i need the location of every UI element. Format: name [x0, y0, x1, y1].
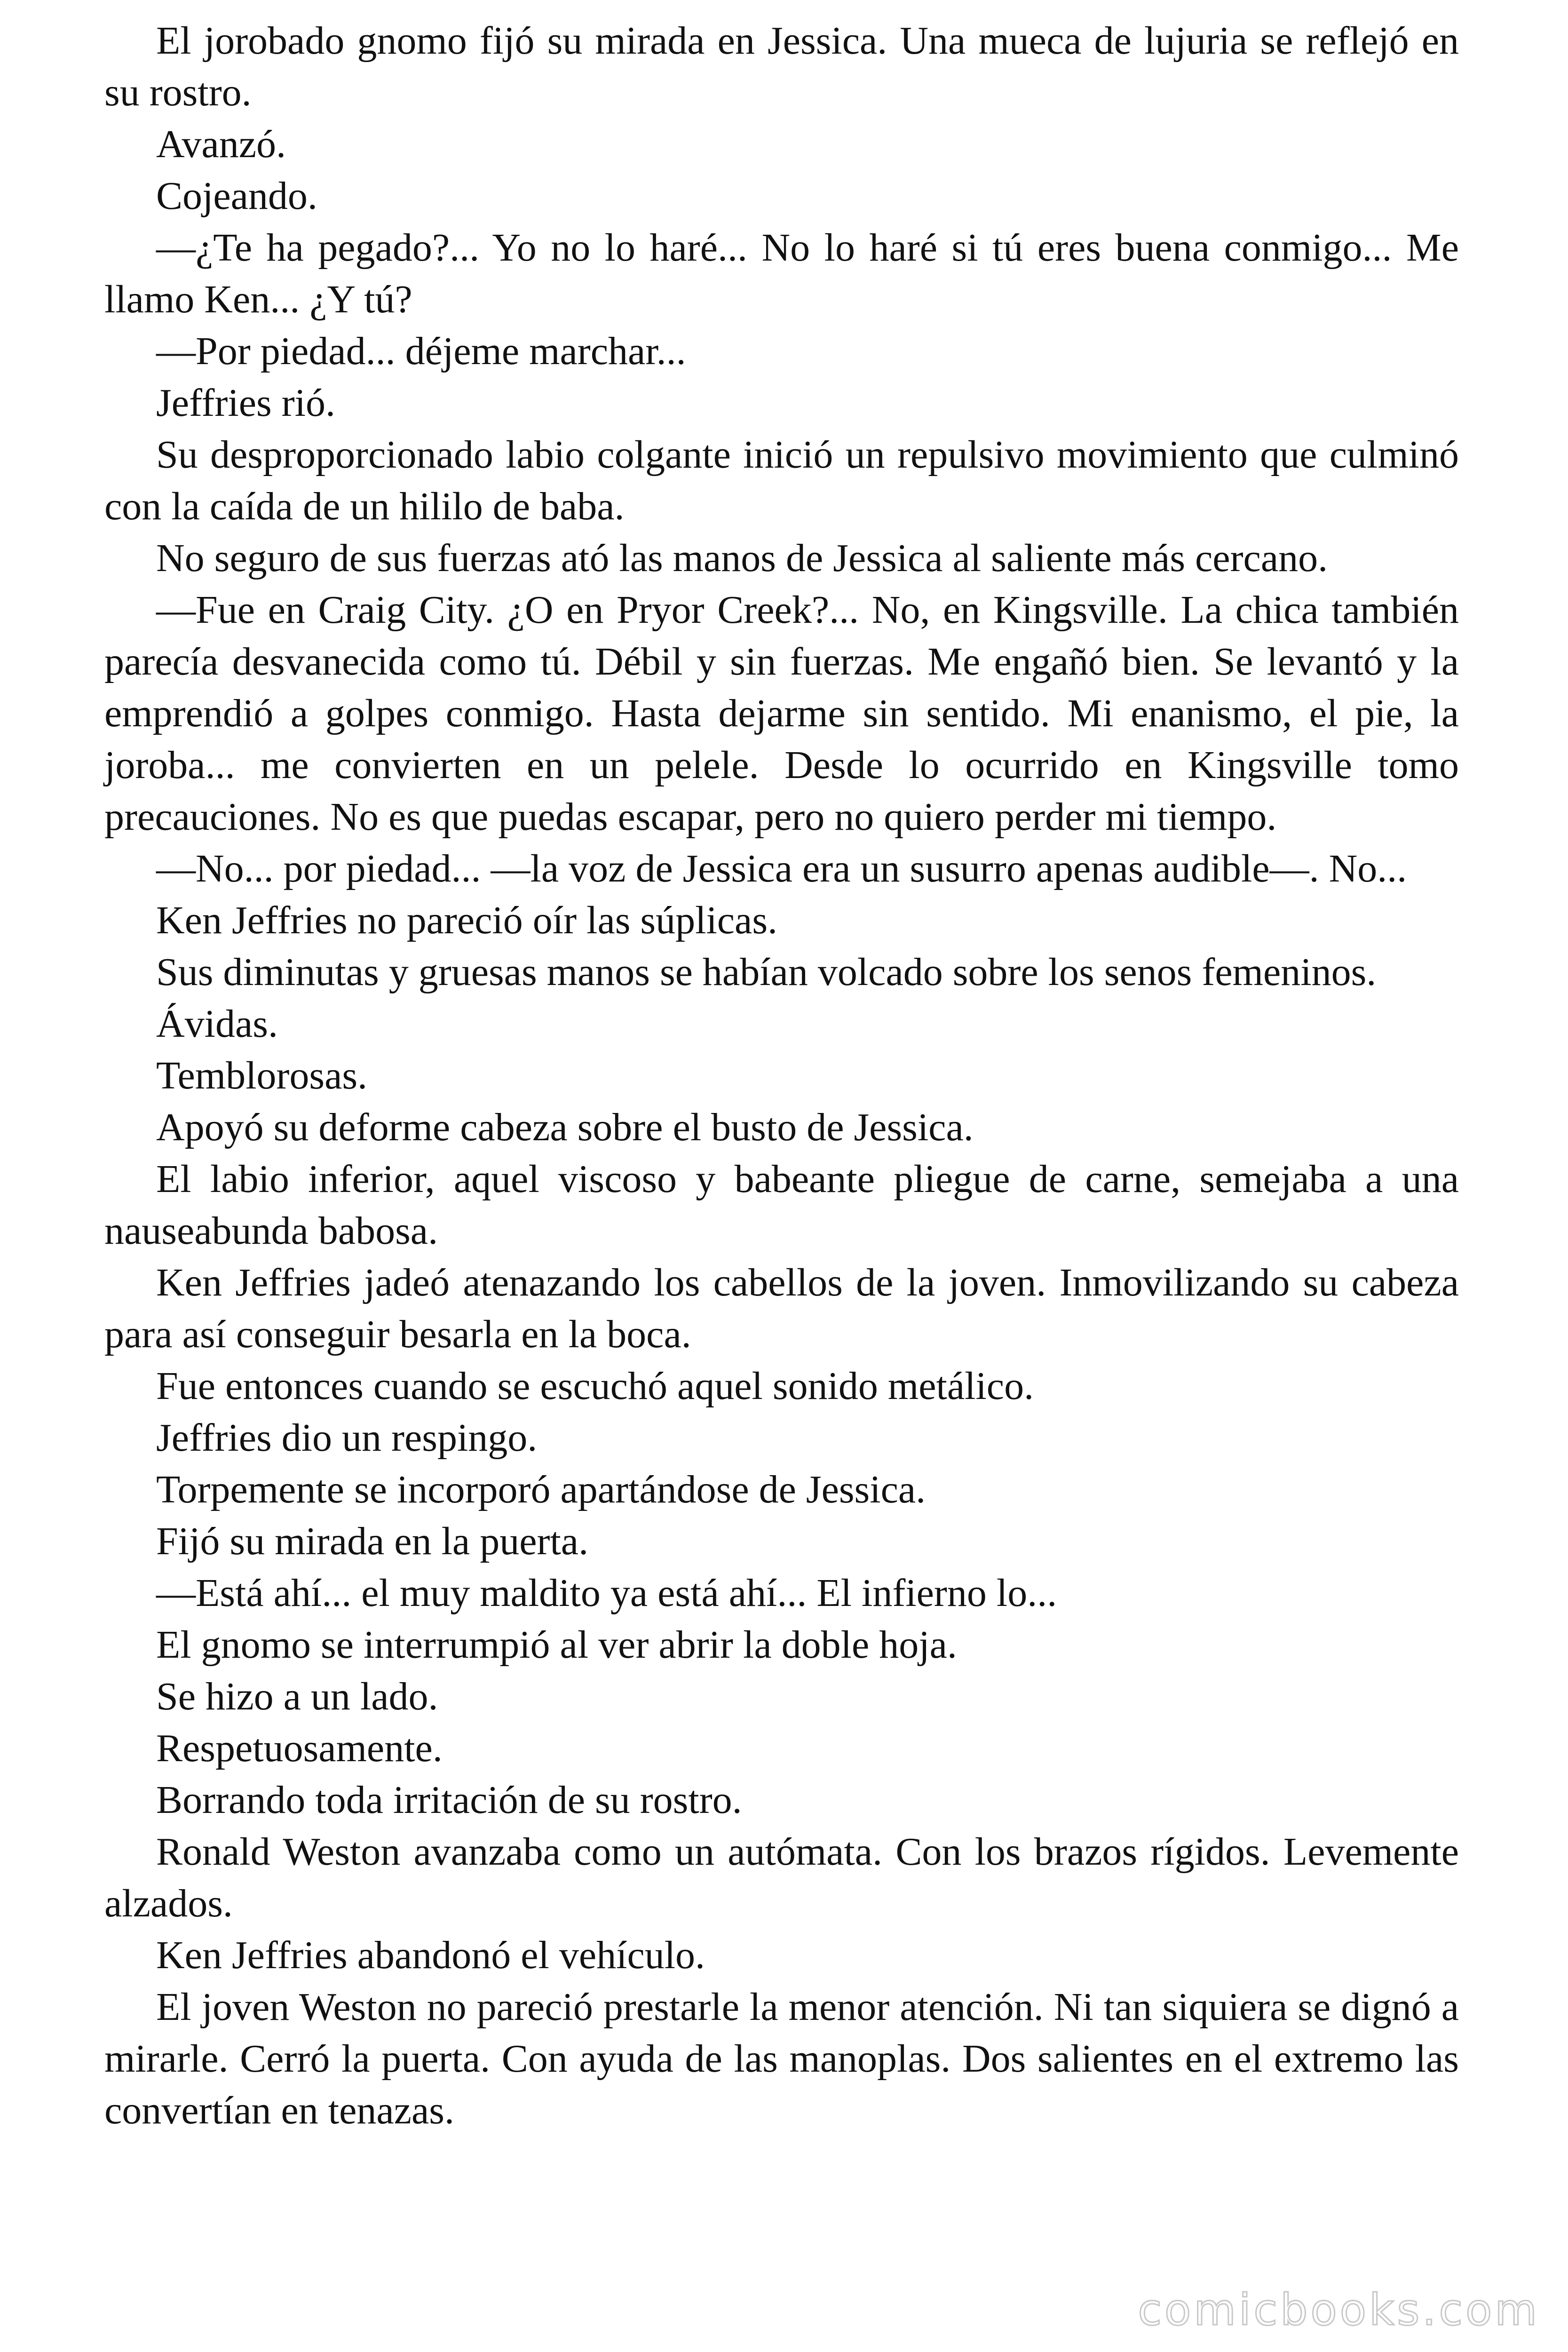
paragraph: Temblorosas. — [156, 1054, 368, 1097]
watermark-logo: comicbooks.com — [1138, 2285, 1540, 2335]
paragraph: Ávidas. — [156, 1002, 278, 1046]
paragraph: —Está ahí... el muy maldito ya está ahí... El infierno lo... — [156, 1571, 1057, 1615]
paragraph: Fue entonces cuando se escuchó aquel sonido metálico. — [156, 1364, 1034, 1408]
paragraph: El jorobado gnomo fijó su mirada en Jessica. Una mueca de lujuria se reflejó en su rostro. — [104, 19, 1459, 114]
paragraph: Ken Jeffries jadeó atenazando los cabellos de la joven. Inmovilizando su cabeza para así conseguir besarla en la boca. — [104, 1261, 1459, 1356]
paragraph: El joven Weston no pareció prestarle la menor atención. Ni tan siquiera se dignó a mirarle. Cerró la puerta. Con ayuda de las manoplas. Dos salientes en el extremo las convertían en tenazas. — [104, 1985, 1459, 2132]
paragraph: El labio inferior, aquel viscoso y babeante pliegue de carne, semejaba a una nauseabunda babosa. — [104, 1157, 1459, 1253]
paragraph: Borrando toda irritación de su rostro. — [156, 1778, 742, 1822]
paragraph: Cojeando. — [156, 174, 317, 218]
paragraph: Torpemente se incorporó apartándose de Jessica. — [156, 1468, 926, 1511]
body-text — [104, 15, 1459, 2137]
paragraph: El gnomo se interrumpió al ver abrir la doble hoja. — [156, 1623, 957, 1667]
paragraph: Avanzó. — [156, 122, 286, 166]
paragraph: Ken Jeffries abandonó el vehículo. — [156, 1933, 705, 1977]
paragraph: Apoyó su deforme cabeza sobre el busto de Jessica. — [156, 1105, 974, 1149]
paragraph: —Fue en Craig City. ¿O en Pryor Creek?... No, en Kingsville. La chica también parecía desvanecida como tú. Débil y sin fuerzas. Me engañó bien. Se levantó y la emprendió a golpes conmigo. Hasta dejarme sin sentido. Mi enanismo, el pie, la joroba... me convierten en un pelele. Desde lo ocurrido en Kingsville tomo precauciones. No es que puedas escapar, pero no quiero perder mi tiempo. — [104, 588, 1459, 839]
paragraph: —Por piedad... déjeme marchar... — [156, 329, 686, 373]
paragraph: Jeffries rió. — [156, 381, 335, 425]
paragraph: Su desproporcionado labio colgante inició un repulsivo movimiento que culminó con la caída de un hililo de baba. — [104, 433, 1459, 528]
paragraph: —No... por piedad... —la voz de Jessica era un susurro apenas audible—. No... — [156, 847, 1407, 890]
paragraph: —¿Te ha pegado?... Yo no lo haré... No lo haré si tú eres buena conmigo... Me llamo Ken... ¿Y tú? — [104, 226, 1459, 321]
paragraph: Ronald Weston avanzaba como un autómata. Con los brazos rígidos. Levemente alzados. — [104, 1830, 1459, 1925]
paragraph: Respetuosamente. — [156, 1726, 443, 1770]
paragraph: Ken Jeffries no pareció oír las súplicas. — [156, 898, 778, 942]
paragraph: Jeffries dio un respingo. — [156, 1416, 538, 1460]
paragraph: Sus diminutas y gruesas manos se habían volcado sobre los senos femeninos. — [156, 950, 1377, 994]
paragraph: No seguro de sus fuerzas ató las manos de Jessica al saliente más cercano. — [156, 536, 1328, 580]
paragraph: Fijó su mirada en la puerta. — [156, 1519, 589, 1563]
paragraph: Se hizo a un lado. — [156, 1675, 438, 1718]
